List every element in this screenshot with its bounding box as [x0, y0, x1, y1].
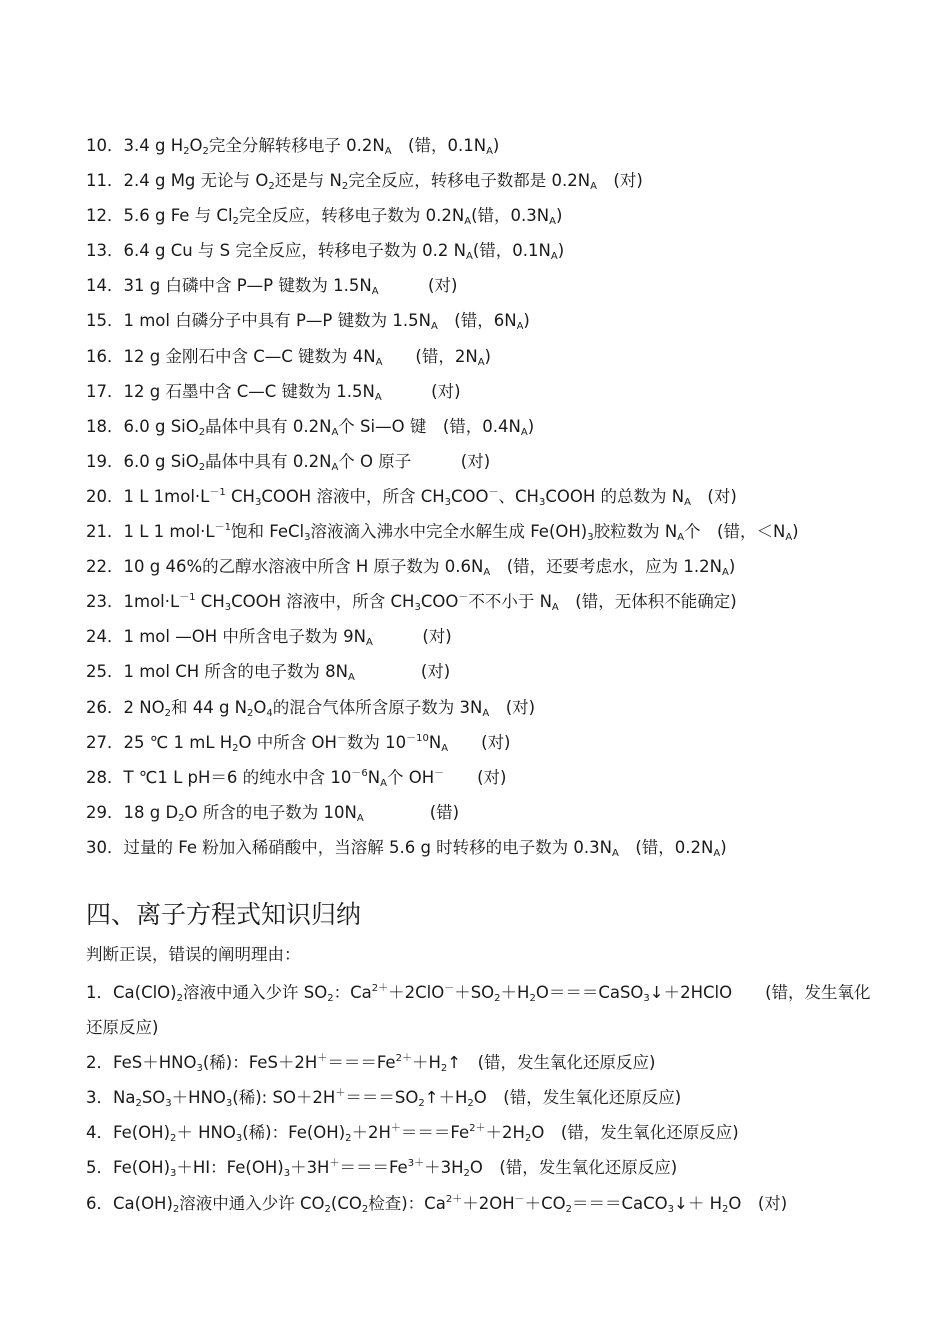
statement-item: 22．10 g 46%的乙醇水溶液中所含 H 原子数为 $0.6N_A$ (错，还要考虑水，应为 $1.2N_A$): [86, 557, 736, 579]
statement-item: 29．18 g $D_2O$ 所含的电子数为 $10N_A$ (错): [86, 802, 460, 824]
statement-item: 26．2 $NO_2$和 44 g $N_2O_4$的混合气体所含原子数为 $3N_A$ (对): [86, 697, 536, 719]
statement-item: 15．1 mol 白磷分子中具有 P—P 键数为 $1.5N_A$ (错，$6N_A$): [86, 311, 530, 333]
statement-item: 10．3.4 g $H_2O_2$完全分解转移电子 $0.2N_A$ (错，$0.1N_A$): [86, 136, 500, 157]
equation-item: 1．$Ca(ClO)_2$溶液中通入少许 $SO_2$：$Ca^{2+}+2ClO^-+SO_2+H_2O===CaSO_3↓+2HClO$ (错，发生氧化还原反应): [86, 983, 871, 1038]
statement-item: 25．1 mol CH 所含的电子数为 $8N_A$ (对): [86, 662, 451, 684]
statement-item: 18．6.0 g SiO$_2$晶体中具有 $0.2N_A$个 Si—O 键 (错，$0.4N_A$): [86, 416, 535, 438]
equation-item: 4．$Fe(OH)_2+ HNO_3$(稀)：$Fe(OH)_2+2H^+===Fe^{2+}+2H_2O$ (错，发生氧化还原反应): [86, 1123, 739, 1145]
equation-item: 3．$Na_2SO_3+HNO_3$(稀): $SO+2H^+===SO_2↑+H_2O$ (错，发生氧化还原反应): [86, 1088, 682, 1110]
section-title: 四、离子方程式知识归纳: [86, 900, 362, 929]
statement-item: 28．T ℃1 L pH＝6 的纯水中含 $10^{-6}N_A$个 OH－ (对): [86, 767, 507, 789]
statement-item: 11．2.4 g Mg 无论与 $O_2$还是与 $N_2$完全反应，转移电子数都是 $0.2N_A$ (对): [86, 171, 643, 193]
section-intro: 判断正误，错误的阐明理由：: [86, 945, 301, 964]
true-false-item-list: [86, 132, 876, 869]
statement-item: 23．$1mol\cdot L^{-1}$ $CH_3COOH$ 溶液中，所含 $CH_3COO^-$不不小于 $N_A$ (错，无体积不能确定): [86, 592, 737, 614]
statement-item: 12．5.6 g Fe 与 $Cl_2$完全反应，转移电子数为 $0.2N_A$(错，$0.3N_A$): [86, 206, 563, 228]
equation-item: 2．$FeS+HNO_3$(稀)：$FeS+2H^+===Fe^{2+}+H_2↑$ (错，发生氧化还原反应): [86, 1053, 656, 1075]
statement-item: 27．25 ℃ 1 mL $H_2O$ 中所含 OH－数为 $10^{-10}N_A$ (对): [86, 732, 511, 754]
statement-item: 30．过量的 Fe 粉加入稀硝酸中，当溶解 5.6 g 时转移的电子数为 $0.3N_A$ (错，$0.2N_A$): [86, 837, 727, 859]
statement-item: 19．6.0 g SiO$_2$晶体中具有 $0.2N_A$个 O 原子 (对): [86, 451, 491, 473]
statement-item: 21．1 L 1 $mol\cdot L^{-1}$饱和 FeCl$_3$溶液滴入沸水中完全水解生成 $Fe(OH)_3$胶粒数为 $N_A$个 (错，$<N_A$): [86, 522, 799, 544]
statement-item: 16．12 g 金刚石中含 C—C 键数为 $4N_A$ (错，$2N_A$): [86, 346, 491, 368]
statement-item: 13．6.4 g Cu 与 S 完全反应，转移电子数为 0.2 $N_A$(错，$0.1N_A$): [86, 241, 565, 263]
statement-item: 24．1 mol —OH 中所含电子数为 $9N_A$ (对): [86, 627, 452, 649]
statement-item: 20．1 L $1mol\cdot L^{-1}$ $CH_3COOH$ 溶液中，所含 $CH_3COO^-$、$CH_3COOH$ 的总数为 $N_A$ (对): [86, 486, 737, 508]
equation-item: 5．$Fe(OH)_3+HI$：$Fe(OH)_3+3H^+===Fe^{3+}+3H_2O$ (错，发生氧化还原反应): [86, 1158, 678, 1180]
statement-item: 14．31 g 白磷中含 P—P 键数为 $1.5N_A$ (对): [86, 276, 458, 298]
ionic-equation-list: [86, 975, 876, 1221]
statement-item: 17．12 g 石墨中含 C—C 键数为 $1.5N_A$ (对): [86, 381, 461, 403]
equation-item: 6．$Ca(OH)_2$溶液中通入少许 $CO_2(CO_2$检查)：$Ca^{2+}+2OH^-+CO_2===CaCO_3↓+ H_2O$ (对): [86, 1193, 788, 1215]
